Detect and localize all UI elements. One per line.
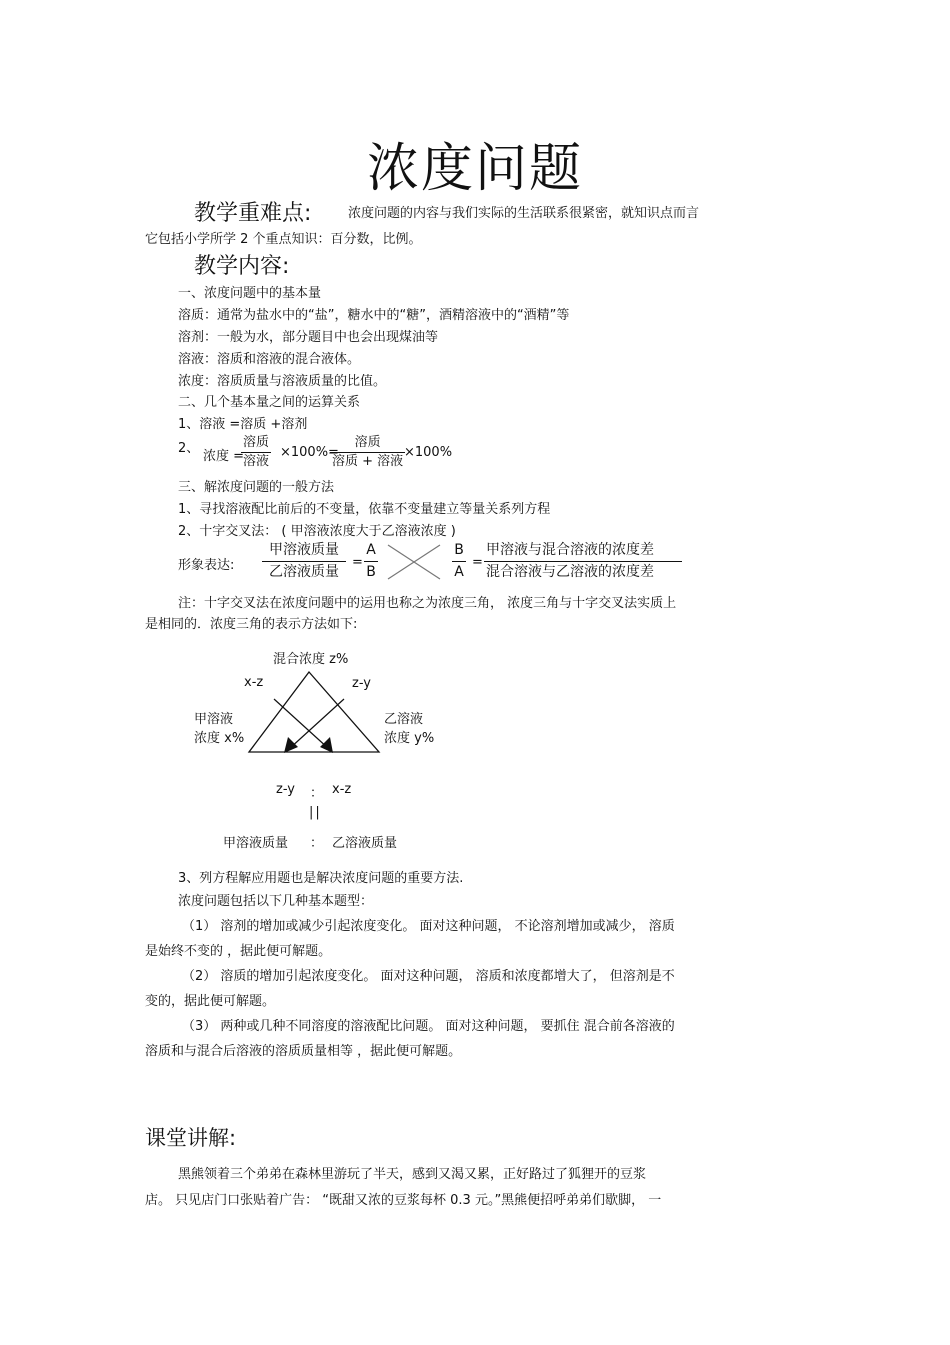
relation-1: 1、溶液 =溶质 +溶剂 bbox=[178, 417, 308, 432]
type-2-line-2: 变的，据此便可解题。 bbox=[145, 994, 276, 1009]
solute-definition: 溶质：通常为盐水中的“盐”，糖水中的“糖”，酒精溶液中的“酒精”等 bbox=[178, 308, 570, 323]
type-2-line-1: （2） 溶质的增加引起浓度变化。 面对这种问题， 溶质和浓度都增大了， 但溶剂是不 bbox=[182, 969, 675, 984]
triangle-top-label: 混合浓度 z% bbox=[273, 652, 349, 667]
solvent-definition: 溶剂：一般为水，部分题目中也会出现煤油等 bbox=[178, 330, 439, 345]
fraction-denominator: B bbox=[366, 564, 376, 580]
triangle-right-label-2: 浓度 y% bbox=[384, 731, 435, 746]
key-points-text-2: 它包括小学所学 2 个重点知识：百分数，比例。 bbox=[145, 232, 422, 247]
method-2: 2、十字交叉法： ( 甲溶液浓度大于乙溶液浓度 ) bbox=[178, 524, 456, 539]
arrow-line-right bbox=[289, 699, 344, 749]
fraction-denominator: A bbox=[454, 564, 464, 580]
fraction-numerator: 甲溶液质量 bbox=[262, 540, 346, 562]
note-line-2: 是相同的．浓度三角的表示方法如下: bbox=[145, 617, 358, 632]
note-line-1: 注：十字交叉法在浓度问题中的运用也称之为浓度三角， 浓度三角与十字交叉法实质上 bbox=[178, 596, 677, 611]
fraction-numerator: 溶质 bbox=[241, 434, 271, 453]
type-1-line-2: 是始终不变的 ，据此便可解题。 bbox=[145, 944, 332, 959]
ratio-right: x-z bbox=[332, 782, 352, 797]
mass-colon: ： bbox=[310, 836, 324, 851]
triangle-left-label-1: 甲溶液 bbox=[194, 712, 234, 727]
triangle-left-edge-label: x-z bbox=[244, 675, 264, 690]
section1-heading: 一、浓度问题中的基本量 bbox=[178, 286, 322, 301]
equivalence-mark: || bbox=[309, 805, 322, 820]
fraction-numerator: B bbox=[452, 540, 466, 562]
ratio-colon: ： bbox=[310, 786, 324, 801]
method-1: 1、寻找溶液配比前后的不变量，依靠不变量建立等量关系列方程 bbox=[178, 502, 551, 517]
triangle-right-label-1: 乙溶液 bbox=[384, 712, 424, 727]
relation-2-lhs: 浓度 = bbox=[203, 449, 245, 464]
concentration-definition: 浓度：溶质质量与溶液质量的比值。 bbox=[178, 374, 387, 389]
ratio-left: z-y bbox=[276, 782, 295, 797]
lecture-paragraph-line-2: 店。 只见店门口张贴着广告： “既甜又浓的豆浆每杯 0.3 元。”黑熊便招呼弟弟们歇脚， 一 bbox=[145, 1193, 662, 1208]
arrow-line-left bbox=[274, 699, 329, 749]
section3-heading: 三、解浓度问题的一般方法 bbox=[178, 480, 335, 495]
fraction-denominator: 溶液 bbox=[243, 454, 270, 469]
fraction-numerator: 溶质 bbox=[330, 434, 405, 453]
arrowhead-right bbox=[284, 737, 298, 753]
image-expression-label: 形象表达: bbox=[178, 558, 235, 573]
page-title: 浓度问题 bbox=[366, 139, 583, 199]
fraction-denominator: 乙溶液质量 bbox=[269, 564, 339, 580]
content-label: 教学内容: bbox=[194, 254, 290, 279]
triangle-left-label-2: 浓度 x% bbox=[194, 731, 245, 746]
fraction-mass-ratio bbox=[262, 540, 346, 583]
relation-2-tail: ×100% bbox=[404, 445, 453, 460]
fraction-solute-over-solution bbox=[241, 434, 271, 471]
method-3: 3、列方程解应用题也是解决浓度问题的重要方法. bbox=[178, 871, 464, 886]
key-points-text-1: 浓度问题的内容与我们实际的生活联系很紧密，就知识点而言 bbox=[348, 206, 700, 221]
type-3-line-1: （3） 两种或几种不同溶度的溶液配比问题。 面对这种问题， 要抓住 混合前各溶液的 bbox=[182, 1019, 675, 1034]
mass-left: 甲溶液质量 bbox=[223, 836, 289, 851]
types-intro: 浓度问题包括以下几种基本题型： bbox=[178, 894, 374, 909]
relation-2-mid: ×100%= bbox=[280, 445, 339, 460]
fraction-denominator: 混合溶液与乙溶液的浓度差 bbox=[486, 564, 654, 580]
fraction-solute-over-sum bbox=[330, 434, 405, 471]
fraction-b-over-a bbox=[452, 540, 466, 583]
equals-sign-1: = bbox=[352, 555, 363, 570]
fraction-numerator: 甲溶液与混合溶液的浓度差 bbox=[484, 540, 682, 562]
key-points-label: 教学重难点: bbox=[194, 201, 312, 226]
type-1-line-1: （1） 溶剂的增加或减少引起浓度变化。 面对这种问题， 不论溶剂增加或减少， 溶质 bbox=[182, 919, 675, 934]
solution-definition: 溶液：溶质和溶液的混合液体。 bbox=[178, 352, 361, 367]
arrowhead-left bbox=[320, 737, 333, 753]
equals-sign-2: = bbox=[472, 555, 483, 570]
relation-2-number: 2、 bbox=[178, 441, 200, 456]
type-3-line-2: 溶质和与混合后溶液的溶质质量相等 ，据此便可解题。 bbox=[145, 1044, 462, 1059]
lecture-heading: 课堂讲解: bbox=[145, 1126, 237, 1150]
section2-heading: 二、几个基本量之间的运算关系 bbox=[178, 395, 361, 410]
fraction-denominator: 溶质 + 溶液 bbox=[332, 454, 404, 469]
cross-lines bbox=[386, 543, 442, 581]
fraction-a-over-b bbox=[364, 540, 378, 583]
fraction-concentration-difference bbox=[484, 540, 682, 583]
fraction-numerator: A bbox=[364, 540, 378, 562]
lecture-paragraph-line-1: 黑熊领着三个弟弟在森林里游玩了半天，感到又渴又累，正好路过了狐狸开的豆浆 bbox=[178, 1167, 647, 1182]
triangle-right-edge-label: z-y bbox=[352, 676, 371, 691]
mass-right: 乙溶液质量 bbox=[332, 836, 398, 851]
